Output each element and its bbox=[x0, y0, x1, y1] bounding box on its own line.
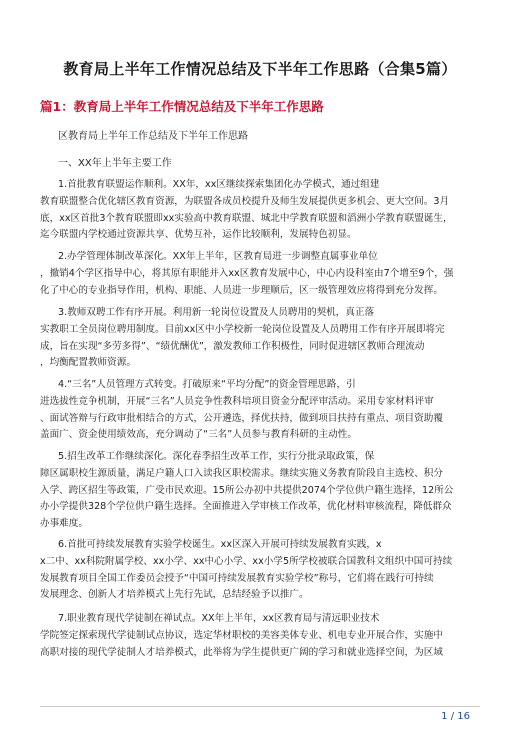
paragraph-line: 2.办学管理体制改革深化。XX年上半年，区教育局进一步调整直属事业单位 bbox=[58, 251, 378, 262]
paragraph-2 bbox=[40, 249, 482, 299]
paragraph-5 bbox=[40, 449, 482, 533]
paragraph-line: 5.招生改革工作继续深化。深化春季招生改革工作，实行分批录取政策，保 bbox=[58, 451, 375, 462]
paragraph-6 bbox=[40, 537, 482, 604]
paragraph-1 bbox=[40, 177, 482, 244]
paragraph-line: 办小学提供328个学位供户籍生选择。全面推进入学审核工作改革，优化材料审核流程，降低群众 bbox=[40, 501, 452, 513]
footer-divider bbox=[40, 706, 480, 707]
paragraph-line: 3.教师双聘工作有序开展。利用新一轮岗位设置及人员聘用的契机，真正落 bbox=[58, 307, 375, 318]
paragraph-line: 高职对接的现代学徒制人才培养模式，此举将为学生提供更广阔的学习和就业选择空间，为区域 bbox=[40, 646, 443, 658]
paragraph-line: 7.职业教育现代学徒制在禅试点。XX年上半年，xx区教育局与清远职业技术 bbox=[58, 613, 380, 624]
paragraph-line: 实教职工全员岗位聘用制度。目前xx区中小学校新一轮岗位设置及人员聘用工作有序开展即将完 bbox=[40, 323, 445, 335]
paragraph-line: 学院签定探索现代学徒制试点协议，选定华材职校的美容美体专业、机电专业开展合作，实施中 bbox=[40, 629, 443, 641]
paragraph-line: 教育联盟整合优化辖区教育资源，为联盟各成员校提升及师生发展提供更多机会、更大空间。3月 bbox=[40, 195, 450, 207]
paragraph-line: 盖面广、资金使用绩效高，充分调动了“三名”人员参与教育科研的主动性。 bbox=[40, 429, 357, 441]
paragraph-line: 发展理念、创新人才培养模式上先行先试，总结经验予以推广。 bbox=[40, 589, 309, 601]
paragraph-line: 、面试答辩与行政审批相结合的方式，公开遴选，择优扶持，做到项目扶持有重点、项目资助覆 bbox=[40, 412, 443, 424]
paragraph-line: ，撤销4个学区指导中心，将其原有职能并入xx区教育发展中心，中心内设科室由7个增至9个，强 bbox=[40, 267, 454, 279]
paragraph-line: 办事难度。 bbox=[40, 518, 88, 530]
paragraph-7 bbox=[40, 611, 482, 661]
page-number: 1 / 16 bbox=[441, 711, 470, 722]
paragraph-line: 迄今联盟内学校通过资源共享、优势互补，运作比较顺利，发展特色初显。 bbox=[40, 229, 357, 241]
paragraph-line: 4.“三名”人员管理方式转变。打破原来“平均分配”的资金管理思路，引 bbox=[58, 379, 356, 390]
paragraph-line: x二中、xx科院附属学校、xx小学、xx中心小学、xx小学5所学校被联合国教科文组织中国可持续 bbox=[40, 555, 453, 567]
document-subtitle: 区教育局上半年工作总结及下半年工作思路 bbox=[58, 131, 248, 142]
paragraph-line: 1.首批教育联盟运作顺利。XX年，xx区继续探索集团化办学模式，通过组建 bbox=[58, 179, 380, 190]
paragraph-line: 化了中心的专业指导作用，机构、职能、人员进一步理顺后，区一级管理效应将得到充分发挥。 bbox=[40, 284, 443, 296]
paragraph-line: 进选拔性竞争机制，开展“三名”人员竞争性教科培项目资金分配评审活动。采用专家材料评审 bbox=[40, 395, 434, 407]
heading-main-work: 一、XX年上半年主要工作 bbox=[58, 158, 172, 169]
paragraph-line: 成，旨在实现“多劳多得”、“绩优酬优”，激发教师工作积极性，同时促进辖区教师合理流动 bbox=[40, 340, 425, 352]
paragraph-line: 发展教育项目全国工作委员会授予“中国可持续发展教育实验学校”称号，它们将在践行可持续 bbox=[40, 572, 434, 584]
paragraph-line: 入学、跨区招生等政策，广受市民欢迎。15所公办初中共提供2074个学位供户籍生选择，12所公 bbox=[40, 484, 454, 496]
paragraph-line: ，均衡配置教师资源。 bbox=[40, 357, 136, 369]
paragraph-4 bbox=[40, 377, 482, 444]
section-heading[interactable]: 篇1：教育局上半年工作情况总结及下半年工作思路 bbox=[40, 99, 324, 114]
paragraph-line: 障区属职校生源质量，满足户籍人口入读我区职校需求。继续实施义务教育阶段自主选校、积分 bbox=[40, 467, 443, 479]
paragraph-line: 底，xx区首批3个教育联盟即xx实验高中教育联盟、城北中学教育联盟和滔洲小学教育联盟诞生， bbox=[40, 212, 453, 224]
document-title: 教育局上半年工作情况总结及下半年工作思路（合集5篇） bbox=[63, 60, 457, 78]
paragraph-3 bbox=[40, 305, 482, 372]
paragraph-line: 6.首批可持续发展教育实验学校诞生。xx区深入开展可持续发展教育实践，x bbox=[58, 539, 382, 550]
